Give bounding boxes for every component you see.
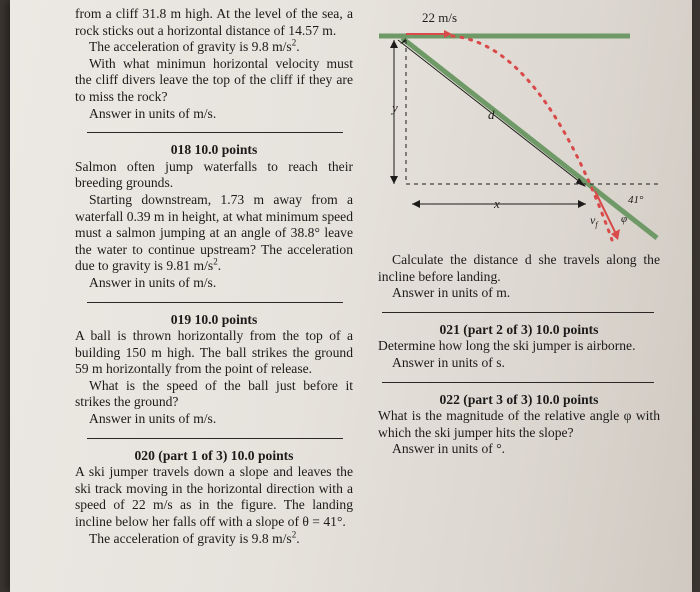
problem-021-header: 021 (part 2 of 3) 10.0 points — [439, 321, 599, 337]
problem-018-answer-units: Answer in units of m/s. — [89, 274, 217, 290]
problem-019-question: What is the speed of the ball just before it strikes the ground? — [75, 377, 353, 410]
problem-020-text: A ski jumper travels down a slope and leaves the ski track moving in the horizontal direction with a speed of 22 m/s as in the figure. The landing incline below her falls off with a slope of θ = 41°. — [75, 464, 353, 530]
problem-021-text: Determine how long the ski jumper is airborne. — [378, 338, 636, 354]
problem-019-header: 019 10.0 points — [170, 311, 258, 327]
problem-018-header: 018 10.0 points — [170, 142, 258, 158]
y-label: y — [392, 100, 398, 115]
right-column — [378, 252, 660, 458]
problem-022-header: 022 (part 3 of 3) 10.0 points — [439, 391, 599, 407]
y-arrowhead-top — [390, 40, 398, 48]
phi-label: φ — [621, 213, 628, 225]
problem-019-answer-units: Answer in units of m/s. — [89, 411, 217, 427]
problem-017-intro: from a cliff 31.8 m high. At the level of the sea, a rock sticks out a horizontal distance of 14.57 m. — [75, 6, 353, 38]
problem-019-text: A ball is thrown horizontally from the top of a building 150 m high. The ball strikes the ground 59 m horizontally from the point of release. — [75, 328, 353, 377]
problem-017-gravity: The acceleration of gravity is 9.8 $m/s^2$. — [89, 37, 300, 55]
x-arrowhead-left — [412, 200, 420, 208]
speed-label: 22 m/s — [422, 10, 458, 25]
angle-label: 41° — [628, 194, 644, 206]
problem-020-gravity: The acceleration of gravity is 9.8 $m/s^2$. — [89, 529, 300, 546]
y-arrowhead-bottom — [390, 176, 398, 184]
problem-021-answer-units: Answer in units of s. — [392, 354, 505, 370]
problem-018-text: Salmon often jump waterfalls to reach their breeding grounds. — [75, 158, 353, 191]
answer-divider — [382, 382, 654, 383]
final-velocity-label: $v_f$ — [590, 213, 598, 229]
x-label: x — [494, 196, 500, 211]
landing-slope — [402, 38, 657, 238]
ski-jump-diagram — [372, 0, 672, 248]
x-arrowhead-right — [578, 200, 586, 208]
problem-020-header: 020 (part 1 of 3) 10.0 points — [134, 447, 294, 463]
problem-017-answer-units: Answer in units of m/s. — [89, 105, 217, 121]
problem-022-answer-units: Answer in units of °. — [392, 441, 506, 457]
problem-017-question: With what minimun horizontal velocity must the cliff divers leave the top of the cliff if they are to miss the rock? — [75, 55, 353, 104]
answer-divider — [87, 132, 343, 133]
answer-divider — [87, 438, 343, 439]
d-label: d — [488, 107, 495, 122]
problem-020-question: Calculate the distance d she travels along the incline before landing. — [378, 252, 660, 284]
answer-divider — [382, 312, 654, 313]
left-column — [75, 6, 353, 547]
problem-020-answer-units: Answer in units of m. — [392, 285, 511, 301]
problem-018-question: Starting downstream, 1.73 m away from a waterfall 0.39 m in height, at what minimum speed must a salmon jumping at an angle of 38.8° leave the water to continue upstream? The acceleration due to gravity is 9.81 $m/s^2$. — [75, 191, 353, 274]
answer-divider — [87, 302, 343, 303]
problem-022-text: What is the magnitude of the relative angle φ with which the ski jumper hits the slope? — [378, 408, 660, 440]
